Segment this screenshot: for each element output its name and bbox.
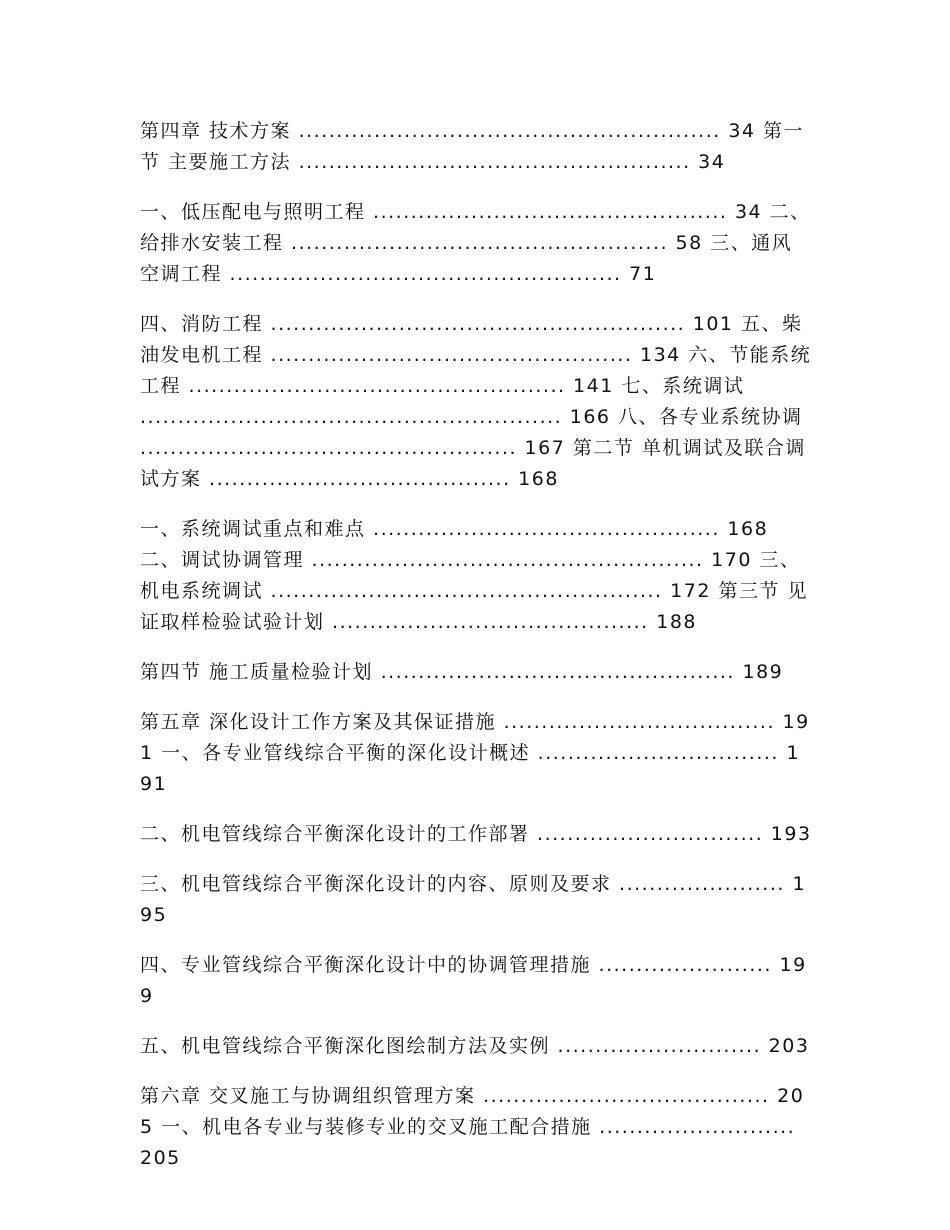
- toc-paragraph-section-4: 第四节 施工质量检验计划 ............................................... 189: [140, 661, 784, 683]
- toc-paragraph-ch5-item-5: 五、机电管线综合平衡深化图绘制方法及实例 ........................... 203: [140, 1035, 810, 1057]
- toc-paragraph-section-1-items-cont: 四、消防工程 ....................................................... 101 五、柴油发电机工程 ................................................ 134 六、节能系统工程 .................................................. 141 七、系统调试 ........................................................ 166 八、各专业系统协调 .................................................. 167 第二节 单机调试及联合调试方案 ........................................ 168: [140, 313, 812, 490]
- toc-paragraph-ch5-item-4: 四、专业管线综合平衡深化设计中的协调管理措施 ....................... 199: [140, 954, 807, 1007]
- toc-paragraph-chapter-4: 第四章 技术方案 ........................................................ 34 第一节 主要施工方法 .................................................... 34: [140, 120, 805, 173]
- table-of-contents: [140, 116, 812, 1193]
- toc-paragraph-section-1-items: 一、低压配电与照明工程 ............................................... 34 二、给排水安装工程 .................................................. 58 三、通风空调工程 .................................................... 71: [140, 201, 811, 285]
- toc-paragraph-ch5-item-3: 三、机电管线综合平衡深化设计的内容、原则及要求 ...................... 195: [140, 873, 807, 926]
- toc-paragraph-ch5-item-2: 二、机电管线综合平衡深化设计的工作部署 .............................. 193: [140, 823, 812, 845]
- toc-paragraph-chapter-6: 第六章 交叉施工与协调组织管理方案 ...................................... 205 一、机电各专业与装修专业的交叉施工配合措施 .......................... 205: [140, 1085, 805, 1169]
- toc-paragraph-section-2-items: 一、系统调试重点和难点 .............................................. 168 二、调试协调管理 .................................................... 170 三、机电系统调试 .................................................... 172 第三节 见证取样检验试验计划 .......................................... 188: [140, 518, 808, 633]
- toc-paragraph-chapter-5: 第五章 深化设计工作方案及其保证措施 .................................... 191 一、各专业管线综合平衡的深化设计概述 ................................ 191: [140, 711, 810, 795]
